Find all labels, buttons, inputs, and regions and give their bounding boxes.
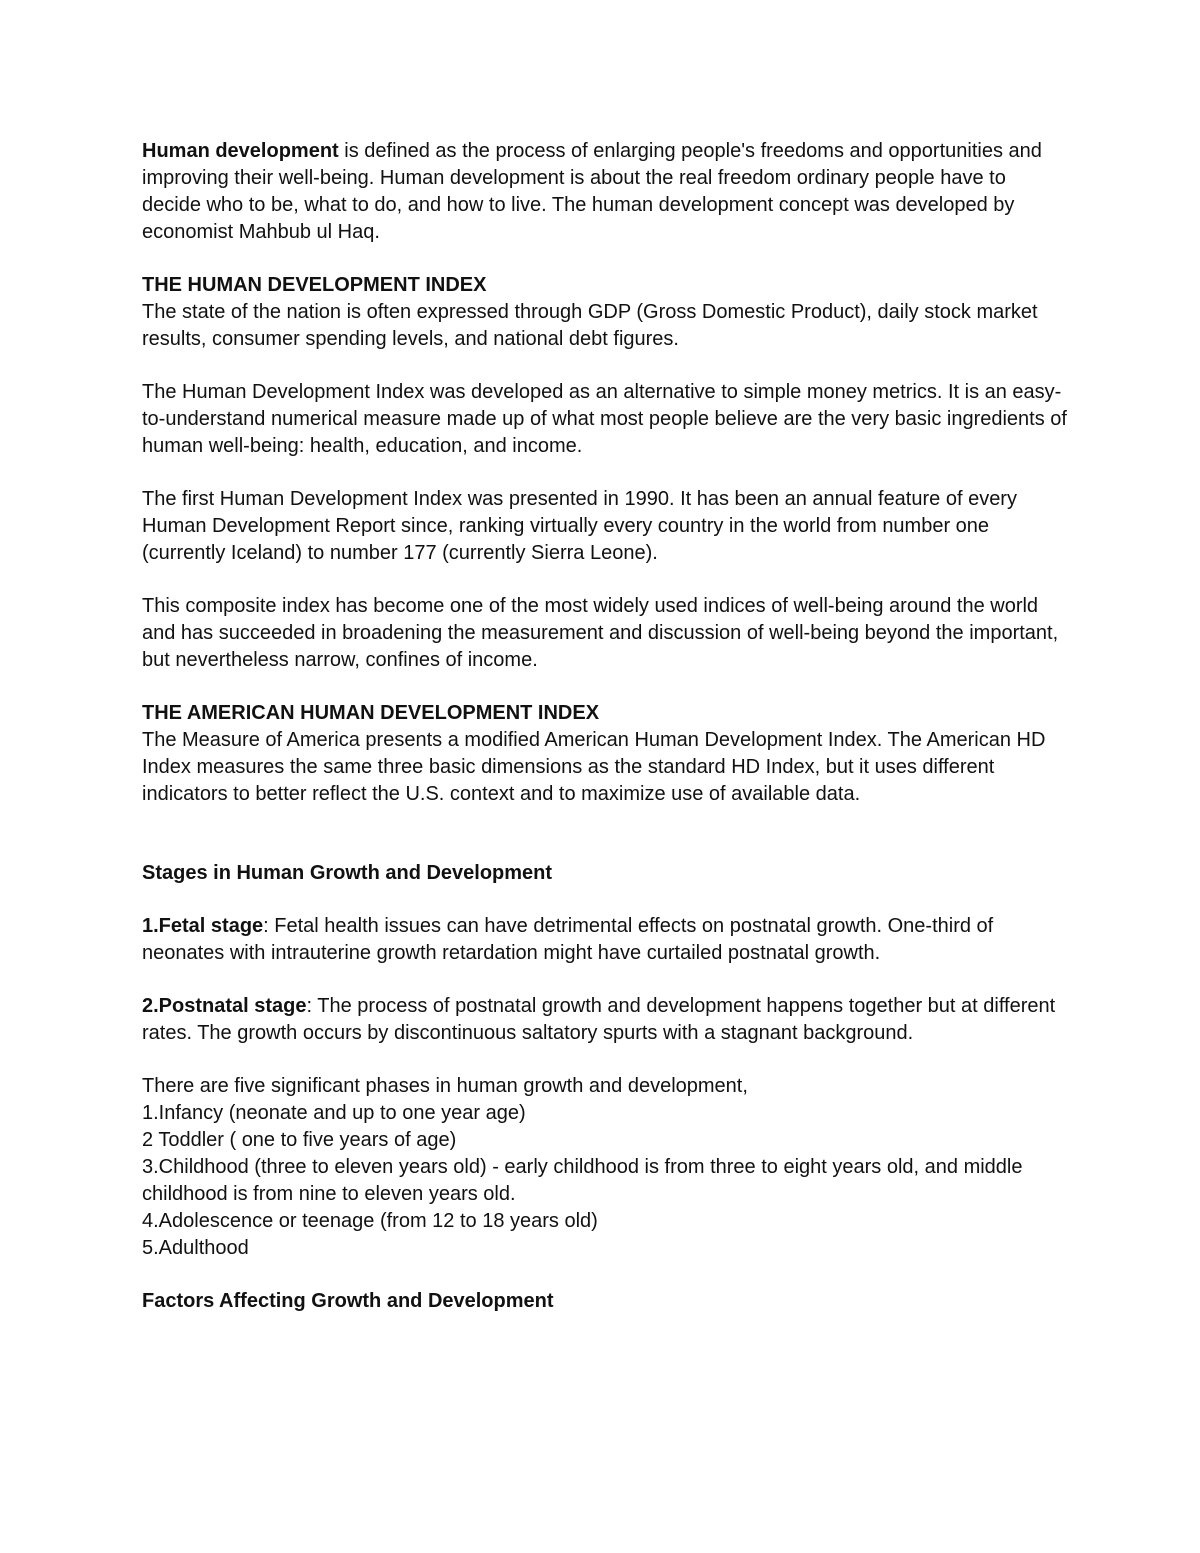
intro-term: Human development: [142, 140, 339, 162]
phase-item: 4.Adolescence or teenage (from 12 to 18 years old): [142, 1210, 598, 1232]
postnatal-stage-term: 2.Postnatal stage: [142, 995, 307, 1017]
hdi-paragraph-3: The first Human Development Index was presented in 1990. It has been an annual feature of every Human Development Report since, ranking virtually every country in the world from number one (currently Iceland) to number 177 (currently Sierra Leone).: [142, 488, 1017, 564]
fetal-stage-paragraph: [142, 913, 1067, 967]
ahdi-heading: THE AMERICAN HUMAN DEVELOPMENT INDEX: [142, 702, 600, 724]
phase-item: 1.Infancy (neonate and up to one year age): [142, 1102, 526, 1124]
hdi-paragraph-4: This composite index has become one of the most widely used indices of well-being around the world and has succeeded in broadening the measurement and discussion of well-being beyond the important, but nevertheless narrow, confines of income.: [142, 595, 1059, 671]
postnatal-stage-text: : The process of postnatal growth and development happens together but at different rates. The growth occurs by discontinuous saltatory spurts with a stagnant background.: [142, 995, 1056, 1044]
fetal-stage-term: 1.Fetal stage: [142, 915, 264, 937]
fetal-stage-text: : Fetal health issues can have detrimental effects on postnatal growth. One-third of neonates with intrauterine growth retardation might have curtailed postnatal growth.: [142, 915, 994, 964]
phase-item: 5.Adulthood: [142, 1237, 249, 1259]
document-body: [142, 138, 1067, 1315]
hdi-paragraph-1: The state of the nation is often expressed through GDP (Gross Domestic Product), daily stock market results, consumer spending levels, and national debt figures.: [142, 301, 1038, 350]
intro-text: is defined as the process of enlarging people's freedoms and opportunities and improving their well-being. Human development is about the real freedom ordinary people have to decide who to be, what to do, and how to live. The human development concept was developed by economist Mahbub ul Haq.: [142, 140, 1042, 243]
factors-heading: Factors Affecting Growth and Development: [142, 1290, 554, 1312]
ahdi-paragraph-1: The Measure of America presents a modified American Human Development Index. The American HD Index measures the same three basic dimensions as the standard HD Index, but it uses different indicators to better reflect the U.S. context and to maximize use of available data.: [142, 729, 1046, 805]
stages-heading: Stages in Human Growth and Development: [142, 862, 553, 884]
hdi-paragraph-2: The Human Development Index was developed as an alternative to simple money metrics. It is an easy-to-understand numerical measure made up of what most people believe are the very basic ingredients of human well-being: health, education, and income.: [142, 381, 1067, 457]
hdi-heading: THE HUMAN DEVELOPMENT INDEX: [142, 274, 487, 296]
phases-intro: There are five significant phases in human growth and development,: [142, 1075, 748, 1097]
phase-item: 2 Toddler ( one to five years of age): [142, 1129, 457, 1151]
postnatal-stage-paragraph: [142, 993, 1067, 1047]
phase-item: 3.Childhood (three to eleven years old) - early childhood is from three to eight years old, and middle childhood is from nine to eleven years old.: [142, 1156, 1023, 1205]
intro-paragraph: [142, 138, 1067, 246]
